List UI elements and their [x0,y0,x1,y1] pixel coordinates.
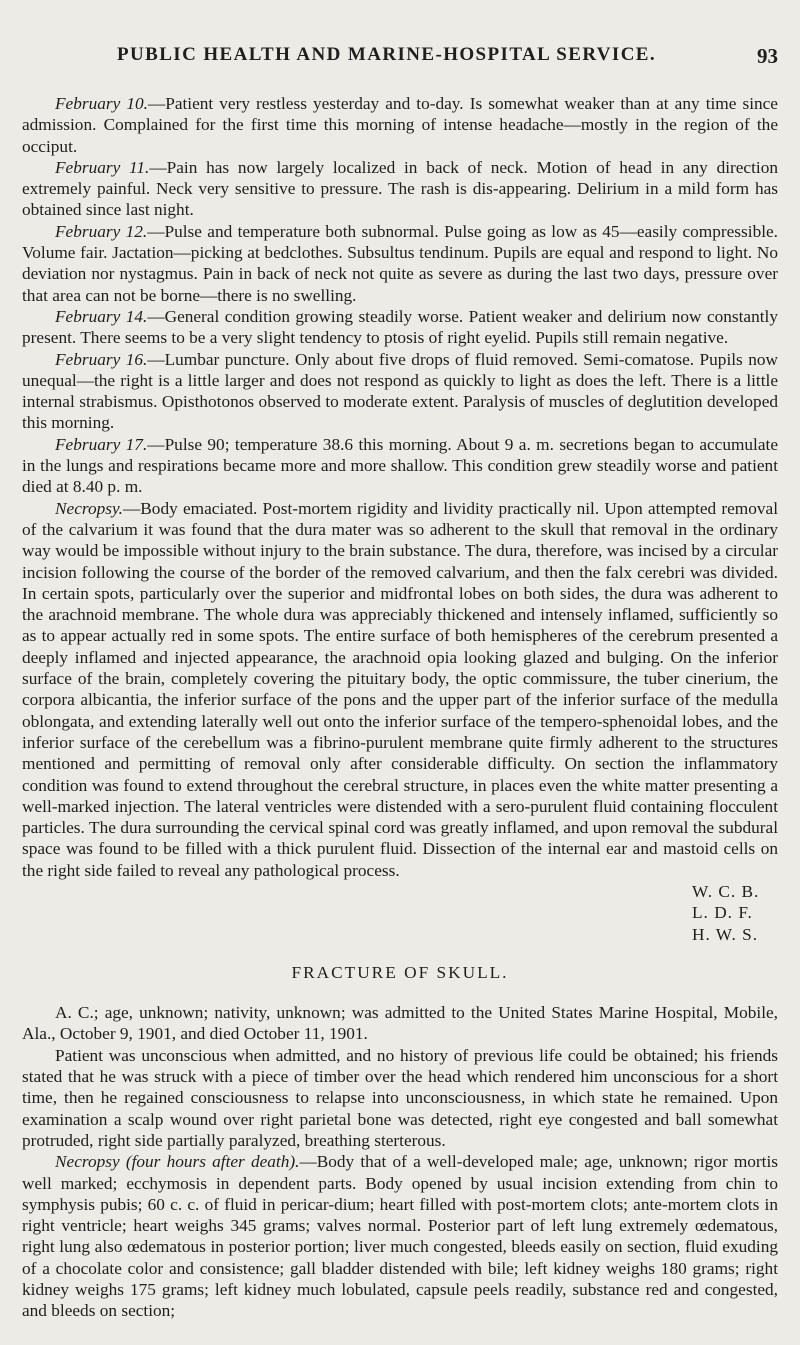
paragraph-lead: Necropsy. [55,498,123,518]
signature-initials: W. C. B. [692,881,760,901]
page-number: 93 [757,44,778,68]
paragraph-lead: Necropsy (four hours after death). [55,1152,300,1172]
paragraph [22,1045,778,1151]
signature-initials: H. W. S. [692,924,759,944]
paragraph-lead: February 17. [55,434,148,454]
paragraph [22,93,778,157]
running-title: PUBLIC HEALTH AND MARINE-HOSPITAL SERVICE. [117,44,657,65]
paragraph-text: —Pulse and temperature both subnormal. Pulse going as low as 45—easily compressible. Volume fair. Jactation—picking at bedclothes. Subsultus tendinum. Pupils are equal and respond to light. No deviation nor nystagmus. Pain in back of neck not quite as severe as during the last two days, pressure over that area can not be borne—there is no swelling. [22,221,778,305]
section-heading: FRACTURE OF SKULL. [291,962,509,982]
paragraph-lead: February 11. [55,157,150,177]
paragraph-lead: February 12. [55,221,148,241]
paragraph-lead: February 14. [55,306,148,326]
paragraph [22,434,778,498]
paragraph [22,306,778,349]
paragraph-text: —Body that of a well-developed male; age, unknown; rigor mortis well marked; ecchymosis in dependent parts. Body opened by usual incision extending from chin to symphysis pubis; 60 c. c. of fluid in pericar-dium; heart filled with post-mortem clots; ante-mortem clots in right ventricle; heart weighs 345 grams; valves normal. Posterior part of left lung extremely œdematous, right lung also œdematous in posterior portion; liver much congested, bleeds easily on section, fluid exuding of a chocolate color and consistence; gall bladder distended with bile; left kidney weighs 180 grams; right kidney weighs 175 grams; left kidney much lobulated, capsule peels readily, substance red and congested, and bleeds on section; [22,1152,779,1321]
paragraph [22,221,778,306]
paragraph-text: —Lumbar puncture. Only about five drops of fluid removed. Semi-comatose. Pupils now unequal—the right is a little larger and does not respond as quickly to light as does the left. There is a little internal strabismus. Opisthotonos observed to moderate extent. Paralysis of muscles of deglutition developed this morning. [22,349,778,433]
paragraph-text: —Patient very restless yesterday and to-day. Is somewhat weaker than at any time since admission. Complained for the first time this morning of intense headache—mostly in the region of the occiput. [22,94,778,156]
paragraph-text: —Body emaciated. Post-mortem rigidity and lividity practically nil. Upon attempted removal of the calvarium it was found that the dura mater was so adherent to the skull that removal in the ordinary way would be impossible without injury to the brain substance. The dura, therefore, was incised by a circular incision following the course of the border of the removed calvarium, and then the falx cerebri was divided. In certain spots, particularly over the superior and midfrontal lobes on both sides, the dura was adherent to the arachnoid membrane. The whole dura was appreciably thickened and intensely inflamed, sufficiently so as to appear actually red in some spots. The entire surface of both hemispheres of the cerebrum presented a deeply inflamed and injected appearance, the arachnoid opia looking glazed and bulging. On the inferior surface of the brain, completely covering the pituitary body, the optic commissure, the tuber cinerium, the corpora albicantia, the inferior surface of the pons and the upper part of the inferior surface of the medulla oblongata, and extending laterally well out onto the inferior surface of the tempero-sphenoidal lobes, and the inferior surface of the cerebellum was a fibrino-purulent membrane quite firmly adherent to the structures mentioned and permitting of removal only after considerable difficulty. On section the inflammatory condition was found to extend throughout the cerebral structure, in places even the white matter presenting a well-marked injection. The lateral ventricles were distended with a sero-purulent fluid containing flocculent particles. The dura surrounding the cervical spinal cord was greatly inflamed, and upon removal the subdural space was found to be filled with a thick purulent fluid. Dissection of the internal ear and mastoid cells on the right side failed to reveal any pathological process. [22,498,778,880]
running-head [117,44,778,72]
signature-initials: L. D. F. [692,903,753,923]
paragraph-text: A. C.; age, unknown; nativity, unknown; was admitted to the United States Marine Hospital, Mobile, Ala., October 9, 1901, and died October 11, 1901. [22,1003,778,1044]
paragraph [22,157,778,221]
paragraph-text: —Pulse 90; temperature 38.6 this morning. About 9 a. m. secretions began to accumulate in the lungs and respirations became more and more shallow. This condition grew steadily worse and patient died at 8.40 p. m. [22,434,778,497]
paragraph [22,498,778,881]
paragraph-text: —General condition growing steadily worse. Patient weaker and delirium now constantly present. There seems to be a very slight tendency to ptosis of right eyelid. Pupils still remain negative. [22,306,778,348]
paragraph [22,1151,778,1321]
paragraph [22,1002,778,1045]
paragraph-lead: February 10. [55,94,148,113]
paragraph-lead: February 16. [55,349,148,369]
paragraph [22,349,778,434]
page-body [22,93,778,1322]
paragraph-text: Patient was unconscious when admitted, and no history of previous life could be obtained; his friends stated that he was struck with a piece of timber over the head which rendered him unconscious for a short time, then he regained consciousness to relapse into unconsciousness, in which state he remained. Upon examination a scalp wound over right parietal bone was detected, right eye congested and ball somewhat protruded, right side partially paralyzed, breathing sterterous. [22,1045,778,1150]
paragraph-text: —Pain has now largely localized in back of neck. Motion of head in any direction extremely painful. Neck very sensitive to pressure. The rash is dis-appearing. Delirium in a mild form has obtained since last night. [22,157,778,220]
